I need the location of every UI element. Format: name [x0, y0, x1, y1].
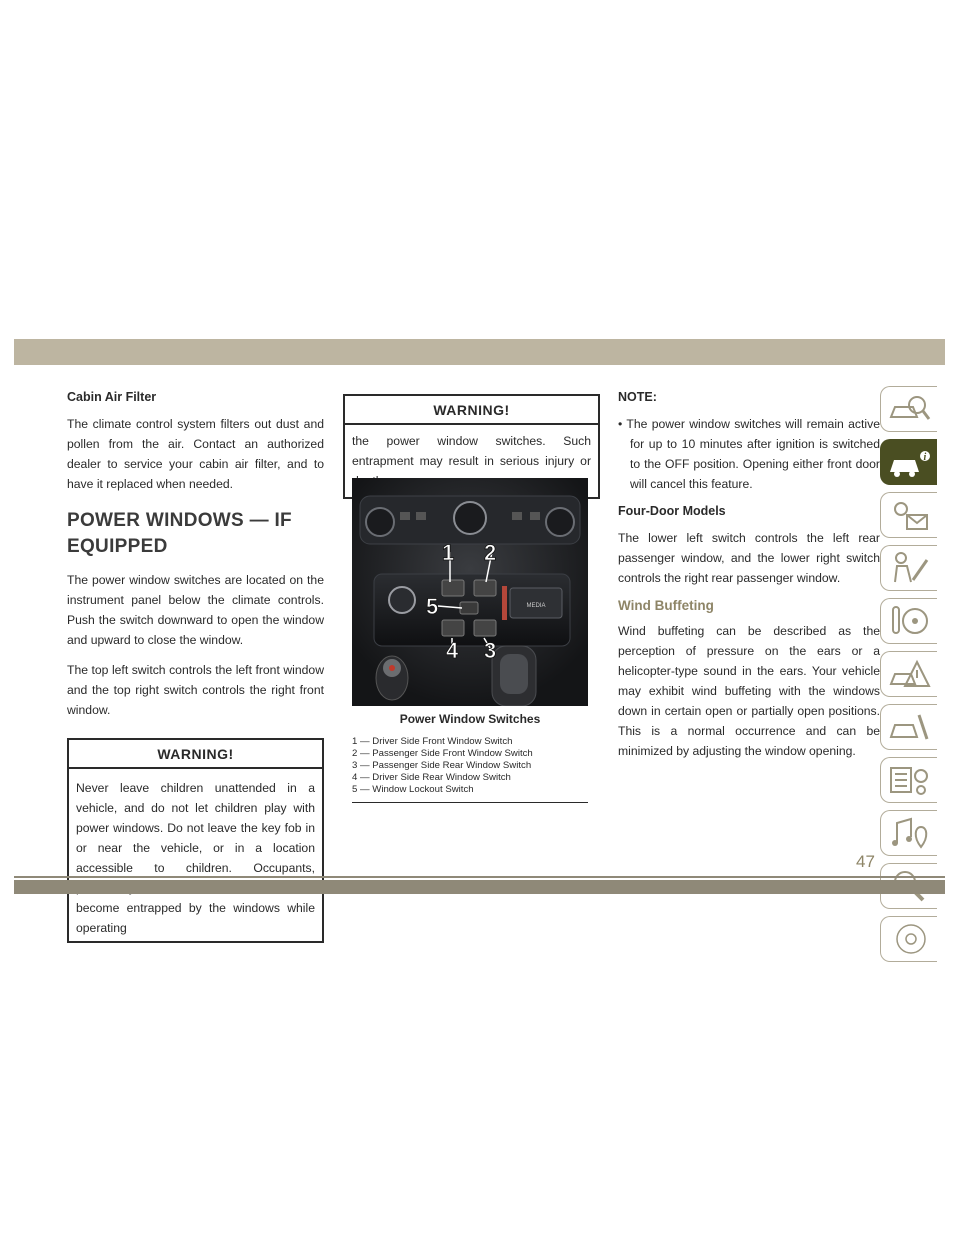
legend-item: 1 — Driver Side Front Window Switch	[352, 736, 513, 747]
wind-buffeting-heading: Wind Buffeting	[618, 598, 714, 613]
car-wrench-icon	[887, 709, 931, 745]
list-gears-icon	[887, 762, 931, 798]
tab-lights-messages[interactable]	[880, 492, 937, 538]
warning-car-icon	[887, 656, 931, 692]
warning-text: Never leave children unattended in a vehicle, and do not let children play with power windows. Do not leave the key fob in or near the vehicle, or in a location accessible to children. Occupants, become entrapped by the windows while operating	[76, 781, 315, 935]
four-door-heading: Four-Door Models	[618, 504, 726, 518]
page-number: 47	[856, 852, 875, 871]
note-heading: NOTE:	[618, 390, 657, 404]
light-envelope-icon	[887, 497, 931, 533]
four-door-text: The lower left switch controls the left rear passenger window, and the lower right switch controls the right rear passenger window.	[618, 531, 880, 585]
car-info-icon	[887, 444, 931, 480]
svg-text:i: i	[923, 452, 927, 463]
cabin-air-filter-text: The climate control system filters out dust and pollen from the air. Contact an authorized dealer to service your cabin air filter, and to have it replaced when needed.	[67, 417, 324, 491]
car-search-icon	[887, 391, 931, 427]
warning-title: WARNING!	[69, 740, 322, 769]
legend-item: 4 — Driver Side Rear Window Switch	[352, 772, 511, 783]
legend-item: 5 — Window Lockout Switch	[352, 784, 474, 795]
tab-safety[interactable]	[880, 545, 937, 591]
music-location-icon	[887, 815, 931, 851]
power-windows-para-2: The top left switch controls the left front window and the top right switch controls the right front window.	[67, 663, 324, 717]
power-windows-title: POWER WINDOWS — IF EQUIPPED	[67, 510, 292, 557]
column-right	[618, 390, 880, 771]
wind-buffeting-text: Wind buffeting can be described as the perception of pressure on the ears or a helicopter-type sound in the ears. Your vehicle may exhibit wind buffeting with the windows down in certain open or partially open positions. This is a normal occurrence and can be minimized by adjusting the window opening.	[618, 624, 880, 758]
power-windows-para-1: The power window switches are located on the instrument panel below the climate controls. Push the switch downward to open the window and upward to close the window.	[67, 573, 324, 647]
tab-servicing[interactable]	[880, 704, 937, 750]
legend-item: 2 — Passenger Side Front Window Switch	[352, 748, 533, 759]
cabin-air-filter-heading: Cabin Air Filter	[67, 390, 157, 404]
header-band	[14, 339, 945, 365]
steering-wheel-icon	[887, 603, 931, 639]
callout-4: 4	[446, 638, 459, 663]
tab-multimedia[interactable]	[880, 810, 937, 856]
tab-emergency[interactable]	[880, 651, 937, 697]
callout-3: 3	[484, 638, 497, 663]
alphabet-index-icon	[887, 921, 931, 957]
warning-text-continued: the power window switches. Such entrapment may result in serious injury or	[352, 434, 591, 468]
legend-item: 3 — Passenger Side Rear Window Switch	[352, 760, 532, 771]
power-window-switches-photo	[352, 478, 588, 706]
tab-specifications[interactable]	[880, 757, 937, 803]
tab-starting-operating[interactable]	[880, 598, 937, 644]
figure-legend	[352, 736, 588, 803]
callout-1: 1	[442, 540, 455, 565]
note-bullet: • The power window switches will remain active for up to 10 minutes after ignition is switched to the OFF position. Opening either front door will cancel this feature.	[618, 417, 880, 491]
dashboard-illustration	[352, 478, 588, 706]
tab-alphabetical-index[interactable]	[880, 916, 937, 962]
footer-band	[14, 880, 945, 894]
warning-title-continued: WARNING!	[345, 396, 598, 425]
warning-box	[67, 738, 324, 943]
callout-5: 5	[426, 594, 439, 619]
tab-car-info[interactable]	[880, 439, 937, 485]
tab-car-search[interactable]	[880, 386, 937, 432]
airbag-person-icon	[887, 550, 931, 586]
column-left	[67, 390, 324, 943]
figure-caption: Power Window Switches	[399, 712, 541, 726]
media-label: MEDIA	[526, 603, 546, 609]
callout-2: 2	[484, 540, 497, 565]
